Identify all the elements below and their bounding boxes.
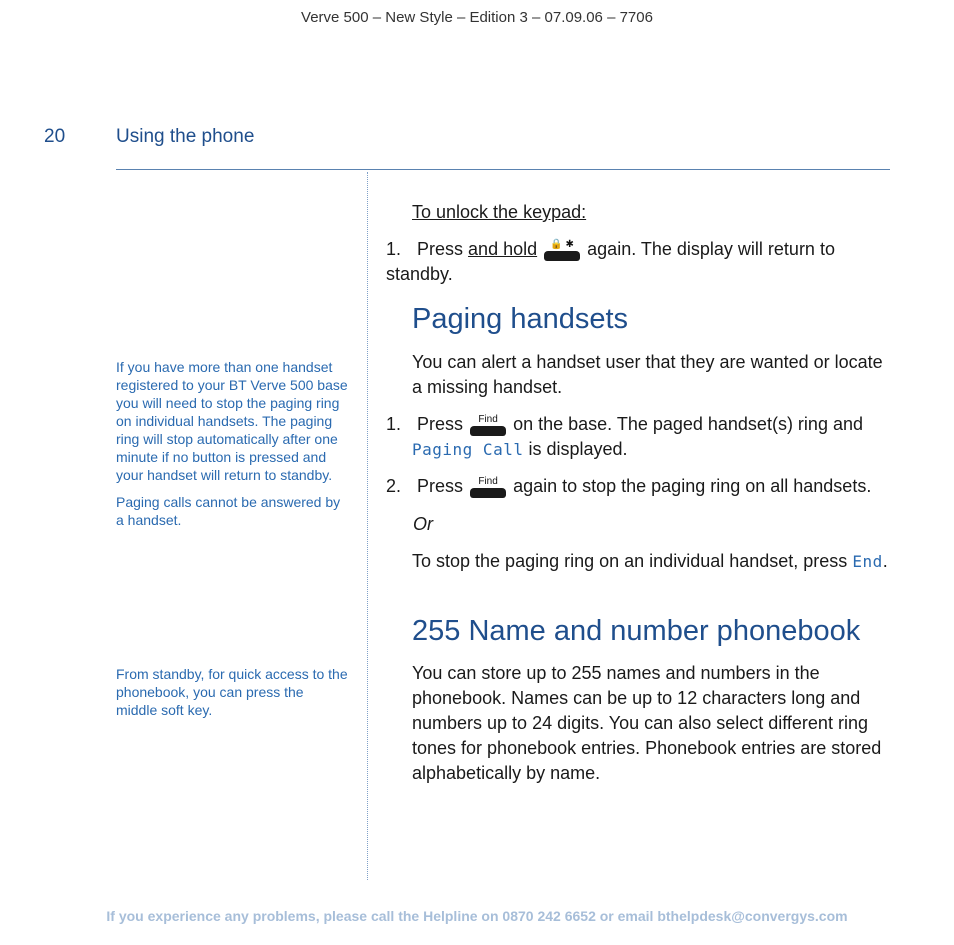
key-cap [470, 426, 506, 436]
lcd-display-text: Paging Call [412, 440, 524, 459]
sidebar-note-phonebook [116, 665, 348, 728]
phonebook-heading: 255 Name and number phonebook [412, 615, 861, 647]
phonebook-body: You can store up to 255 names and numbers in the phonebook. Names can be up to 12 characters long and numbers up to 24 digits. You can also select different ring tones for phonebook entries. Phonebook entries are stored alphabetically by name. [412, 663, 882, 783]
step-text: and hold [468, 239, 538, 259]
column-divider [367, 172, 368, 880]
key-cap [470, 488, 506, 498]
step-text: again. The display will return to standby. [386, 239, 835, 284]
step-text: again to stop the paging ring on all handsets. [513, 476, 872, 496]
lcd-display-text: End [852, 552, 883, 571]
or-label: Or [413, 514, 433, 534]
page-number: 20 [44, 126, 66, 147]
find-key-icon [470, 414, 506, 436]
key-label: Find [478, 414, 498, 426]
step-text: on the base. The paged handset(s) ring and [513, 414, 863, 434]
sidebar-note-paragraph: Paging calls cannot be answered by a handset. [116, 494, 341, 528]
paging-step-2 [386, 474, 896, 499]
sentence-end: . [882, 551, 888, 571]
paging-individual [412, 549, 902, 574]
paging-individual-text: To stop the paging ring on an individual handset, press [412, 551, 848, 571]
unlock-heading: To unlock the keypad: [412, 202, 587, 222]
paging-step-1 [386, 412, 896, 437]
step-text: is displayed. [528, 439, 628, 459]
unlock-step-1 [386, 237, 896, 287]
sidebar-note-paragraph: From standby, for quick access to the phonebook, you can press the middle soft key. [116, 666, 348, 718]
step-text: Press [417, 239, 464, 259]
step-number: 1. [386, 414, 402, 434]
step-number: 2. [386, 476, 402, 496]
step-text: Press [417, 414, 464, 434]
header-rule [116, 169, 890, 170]
paging-heading: Paging handsets [412, 303, 629, 335]
keylock-key-icon [544, 239, 580, 261]
sidebar-note-paragraph: If you have more than one handset registered to your BT Verve 500 base you will need to stop the paging ring on individual handsets. The paging ring will stop automatically after one minute if no button is pressed and your handset will return to standby. [116, 359, 348, 483]
step-number: 1. [386, 239, 402, 259]
key-cap [544, 251, 580, 261]
section-title: Using the phone [116, 126, 255, 147]
key-label: Find [478, 476, 498, 488]
step-text: Press [417, 476, 464, 496]
paging-step-1-continued [412, 437, 892, 462]
paging-intro: You can alert a handset user that they are wanted or locate a missing handset. [412, 352, 883, 397]
document-header: Verve 500 – New Style – Edition 3 – 07.09.06 – 7706 [301, 9, 653, 26]
find-key-icon [470, 476, 506, 498]
helpline-footer: If you experience any problems, please call the Helpline on 0870 242 6652 or email bthelpdesk@convergys.com [106, 908, 848, 924]
sidebar-note-paging [116, 358, 348, 538]
key-label: 🔒 ✱ [550, 239, 574, 251]
